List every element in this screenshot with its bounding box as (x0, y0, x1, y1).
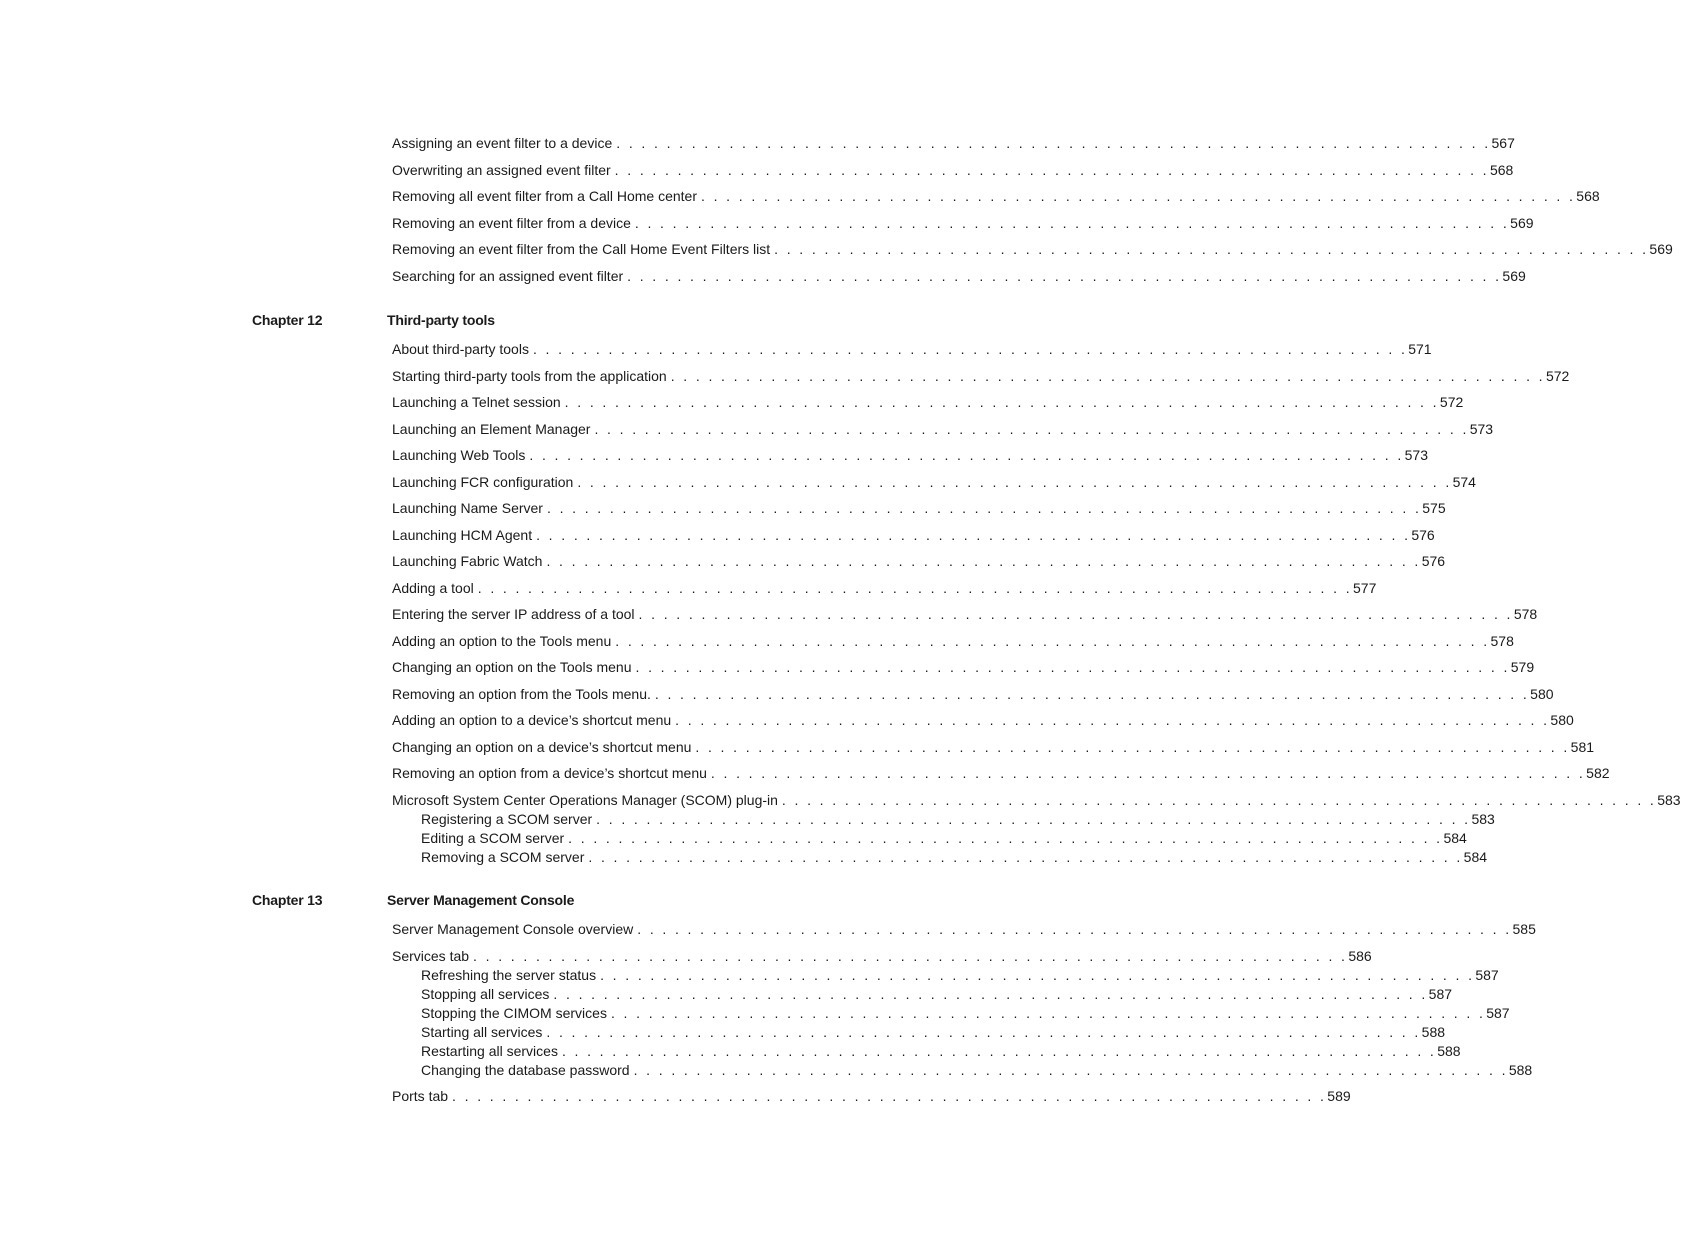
entry-title: Registering a SCOM server (421, 810, 593, 827)
page-number: 575 (1422, 500, 1446, 516)
entry-title: Changing an option on the Tools menu (392, 659, 632, 675)
entry-title: Removing an option from a device’s shortcut menu (392, 765, 707, 781)
dot-leader: . . . . . . . . . . . . . . . . . . . . . . . . . . . . . . . . . . . . . . . . . . . . . . . . . . . . . . . . . . . . . . . . . . . . . . (553, 985, 1428, 1002)
page-number: 576 (1421, 553, 1446, 569)
toc-entry[interactable] (392, 340, 1432, 359)
dot-leader: . . . . . . . . . . . . . . . . . . . . . . . . . . . . . . . . . . . . . . . . . . . . . . . . . . . . . . . . . . . . . . . . . . . . . . (781, 791, 1657, 808)
entry-title: Assigning an event filter to a device (392, 135, 613, 151)
toc-subentry[interactable] (421, 1023, 1446, 1042)
dot-leader: . . . . . . . . . . . . . . . . . . . . . . . . . . . . . . . . . . . . . . . . . . . . . . . . . . . . . . . . . . . . . . . . . . . . . . (529, 447, 1404, 463)
page-number: 579 (1510, 659, 1535, 675)
entry-title: Entering the server IP address of a tool (392, 606, 635, 622)
page-number: 568 (1576, 188, 1600, 204)
toc-entry[interactable] (392, 267, 1526, 286)
toc-entry[interactable] (392, 367, 1570, 386)
entry-title: Removing an option from the Tools menu. (392, 685, 651, 702)
dot-leader: . . . . . . . . . . . . . . . . . . . . . . . . . . . . . . . . . . . . . . . . . . . . . . . . . . . . . . . . . . . . . . . . . . . . . . (588, 848, 1463, 865)
entry-title: Stopping all services (421, 985, 550, 1002)
dot-leader: . . . . . . . . . . . . . . . . . . . . . . . . . . . . . . . . . . . . . . . . . . . . . . . . . . . . . . . . . . . . . . . . . . . . . . (577, 473, 1452, 490)
dot-leader: . . . . . . . . . . . . . . . . . . . . . . . . . . . . . . . . . . . . . . . . . . . . . . . . . . . . . . . . . . . . . . . . . . . . . . (627, 267, 1502, 284)
toc-entry[interactable] (392, 605, 1538, 624)
chapter-heading (0, 310, 954, 330)
toc-subentry[interactable] (421, 1004, 1510, 1023)
toc-entry[interactable] (392, 473, 1476, 492)
dot-leader: . . . . . . . . . . . . . . . . . . . . . . . . . . . . . . . . . . . . . . . . . . . . . . . . . . . . . . . . . . . . . . . . . . . . . . (633, 1061, 1508, 1078)
dot-leader: . . . . . . . . . . . . . . . . . . . . . . . . . . . . . . . . . . . . . . . . . . . . . . . . . . . . . . . . . . . . . . . . . . . . . . (654, 685, 1530, 702)
page-number: 576 (1411, 526, 1435, 543)
page-number: 572 (1439, 394, 1464, 410)
toc-entry[interactable] (392, 214, 1534, 233)
dot-leader: . . . . . . . . . . . . . . . . . . . . . . . . . . . . . . . . . . . . . . . . . . . . . . . . . . . . . . . . . . . . . . . . . . . . . . (568, 829, 1443, 846)
dot-leader: . . . . . . . . . . . . . . . . . . . . . . . . . . . . . . . . . . . . . . . . . . . . . . . . . . . . . . . . . . . . . . . . . . . . . . (610, 1004, 1486, 1021)
dot-leader: . . . . . . . . . . . . . . . . . . . . . . . . . . . . . . . . . . . . . . . . . . . . . . . . . . . . . . . . . . . . . . . . . . . . . . (477, 579, 1352, 596)
entry-title: Microsoft System Center Operations Manager (SCOM) plug-in (392, 791, 778, 808)
entry-title: Adding an option to a device’s shortcut menu (392, 712, 672, 728)
entry-title: Changing the database password (421, 1061, 630, 1078)
entry-title: Removing an event filter from a device (392, 214, 631, 231)
page-number: 580 (1550, 712, 1574, 728)
toc-entry[interactable] (392, 711, 1574, 730)
toc-entry[interactable] (392, 947, 1372, 966)
toc-subentry[interactable] (421, 985, 1453, 1004)
entry-title: Removing a SCOM server (421, 848, 585, 865)
dot-leader: . . . . . . . . . . . . . . . . . . . . . . . . . . . . . . . . . . . . . . . . . . . . . . . . . . . . . . . . . . . . . . . . . . . . . . (596, 810, 1471, 827)
page-number: 588 (1421, 1023, 1446, 1040)
page-number: 584 (1463, 848, 1488, 865)
dot-leader: . . . . . . . . . . . . . . . . . . . . . . . . . . . . . . . . . . . . . . . . . . . . . . . . . . . . . . . . . . . . . . . . . . . . . . (600, 966, 1475, 983)
entry-title: Stopping the CIMOM services (421, 1004, 607, 1021)
dot-leader: . . . . . . . . . . . . . . . . . . . . . . . . . . . . . . . . . . . . . . . . . . . . . . . . . . . . . . . . . . . . . . . . . . . . . . (710, 765, 1586, 781)
toc-entry[interactable] (392, 393, 1464, 412)
toc-entry[interactable] (392, 579, 1377, 598)
page-number: 569 (1510, 214, 1534, 231)
dot-leader: . . . . . . . . . . . . . . . . . . . . . . . . . . . . . . . . . . . . . . . . . . . . . . . . . . . . . . . . . . . . . . . . . . . . . . (546, 553, 1421, 569)
page-number: 578 (1513, 606, 1538, 622)
page-number: 578 (1490, 632, 1514, 649)
page-number: 587 (1475, 966, 1499, 983)
dot-leader: . . . . . . . . . . . . . . . . . . . . . . . . . . . . . . . . . . . . . . . . . . . . . . . . . . . . . . . . . . . . . . . . . . . . . . (616, 135, 1491, 151)
page-number: 589 (1327, 1088, 1351, 1104)
page-number: 583 (1657, 791, 1681, 808)
toc-entry[interactable] (392, 791, 1681, 810)
toc-subentry[interactable] (421, 966, 1499, 985)
dot-leader: . . . . . . . . . . . . . . . . . . . . . . . . . . . . . . . . . . . . . . . . . . . . . . . . . . . . . . . . . . . . . . . . . . . . . . (614, 161, 1489, 178)
page-number: 587 (1428, 985, 1453, 1002)
toc-subentry[interactable] (421, 848, 1488, 867)
page-number: 571 (1408, 341, 1432, 357)
entry-title: Restarting all services (421, 1042, 558, 1059)
dot-leader: . . . . . . . . . . . . . . . . . . . . . . . . . . . . . . . . . . . . . . . . . . . . . . . . . . . . . . . . . . . . . . . . . . . . . . (634, 214, 1510, 231)
dot-leader: . . . . . . . . . . . . . . . . . . . . . . . . . . . . . . . . . . . . . . . . . . . . . . . . . . . . . . . . . . . . . . . . . . . . . . (774, 241, 1649, 257)
dot-leader: . . . . . . . . . . . . . . . . . . . . . . . . . . . . . . . . . . . . . . . . . . . . . . . . . . . . . . . . . . . . . . . . . . . . . . (637, 921, 1512, 937)
toc-entry[interactable] (392, 134, 1515, 153)
page-number: 581 (1570, 738, 1595, 755)
dot-leader: . . . . . . . . . . . . . . . . . . . . . . . . . . . . . . . . . . . . . . . . . . . . . . . . . . . . . . . . . . . . . . . . . . . . . . (675, 712, 1550, 728)
chapter-heading (0, 890, 954, 910)
toc-entry[interactable] (392, 764, 1610, 783)
page-number: 586 (1348, 947, 1372, 964)
dot-leader: . . . . . . . . . . . . . . . . . . . . . . . . . . . . . . . . . . . . . . . . . . . . . . . . . . . . . . . . . . . . . . . . . . . . . . (594, 420, 1469, 437)
entry-title: Adding a tool (392, 579, 474, 596)
entry-title: Launching Web Tools (392, 447, 526, 463)
toc-entry[interactable] (392, 632, 1514, 651)
chapter-number: Chapter 13 (252, 892, 323, 908)
page-number: 574 (1452, 473, 1476, 490)
page-number: 569 (1649, 241, 1673, 257)
dot-leader: . . . . . . . . . . . . . . . . . . . . . . . . . . . . . . . . . . . . . . . . . . . . . . . . . . . . . . . . . . . . . . . . . . . . . . (670, 367, 1545, 384)
page-number: 580 (1530, 685, 1554, 702)
toc-entry[interactable] (392, 420, 1494, 439)
toc-subentry[interactable] (421, 829, 1467, 848)
page-number: 567 (1491, 135, 1515, 151)
dot-leader: . . . . . . . . . . . . . . . . . . . . . . . . . . . . . . . . . . . . . . . . . . . . . . . . . . . . . . . . . . . . . . . . . . . . . . (473, 947, 1348, 964)
toc-entry[interactable] (392, 1087, 1351, 1106)
entry-title: Removing an event filter from the Call Home Event Filters list (392, 241, 771, 257)
page-number: 569 (1502, 267, 1526, 284)
entry-title: Launching HCM Agent (392, 526, 533, 543)
entry-title: Launching an Element Manager (392, 420, 591, 437)
entry-title: Editing a SCOM server (421, 829, 565, 846)
page-number: 573 (1404, 447, 1428, 463)
dot-leader: . . . . . . . . . . . . . . . . . . . . . . . . . . . . . . . . . . . . . . . . . . . . . . . . . . . . . . . . . . . . . . . . . . . . . . (564, 394, 1439, 410)
toc-entry[interactable] (392, 161, 1514, 180)
entry-title: Services tab (392, 947, 470, 964)
page-number: 568 (1489, 161, 1514, 178)
toc-entry[interactable] (392, 187, 1600, 206)
dot-leader: . . . . . . . . . . . . . . . . . . . . . . . . . . . . . . . . . . . . . . . . . . . . . . . . . . . . . . . . . . . . . . . . . . . . . . (546, 1023, 1421, 1040)
entry-title: Ports tab (392, 1088, 449, 1104)
dot-leader: . . . . . . . . . . . . . . . . . . . . . . . . . . . . . . . . . . . . . . . . . . . . . . . . . . . . . . . . . . . . . . . . . . . . . . (638, 606, 1513, 622)
entry-title: Launching Fabric Watch (392, 553, 543, 569)
dot-leader: . . . . . . . . . . . . . . . . . . . . . . . . . . . . . . . . . . . . . . . . . . . . . . . . . . . . . . . . . . . . . . . . . . . . . . (701, 188, 1576, 204)
dot-leader: . . . . . . . . . . . . . . . . . . . . . . . . . . . . . . . . . . . . . . . . . . . . . . . . . . . . . . . . . . . . . . . . . . . . . . (532, 341, 1408, 357)
page-number: 585 (1512, 921, 1536, 937)
toc-subentry[interactable] (421, 810, 1495, 829)
entry-title: Launching Name Server (392, 500, 543, 516)
chapter-title: Server Management Console (387, 892, 575, 908)
page-number: 588 (1508, 1061, 1533, 1078)
dot-leader: . . . . . . . . . . . . . . . . . . . . . . . . . . . . . . . . . . . . . . . . . . . . . . . . . . . . . . . . . . . . . . . . . . . . . . (452, 1088, 1327, 1104)
page-number: 572 (1545, 367, 1570, 384)
page-number: 584 (1443, 829, 1467, 846)
entry-title: Searching for an assigned event filter (392, 267, 624, 284)
entry-title: About third-party tools (392, 341, 529, 357)
toc-entry[interactable] (392, 446, 1428, 465)
dot-leader: . . . . . . . . . . . . . . . . . . . . . . . . . . . . . . . . . . . . . . . . . . . . . . . . . . . . . . . . . . . . . . . . . . . . . . (536, 526, 1411, 543)
chapter-number: Chapter 12 (252, 312, 323, 328)
toc-subentry[interactable] (421, 1061, 1533, 1080)
dot-leader: . . . . . . . . . . . . . . . . . . . . . . . . . . . . . . . . . . . . . . . . . . . . . . . . . . . . . . . . . . . . . . . . . . . . . . (635, 659, 1510, 675)
entry-title: Launching a Telnet session (392, 394, 561, 410)
dot-leader: . . . . . . . . . . . . . . . . . . . . . . . . . . . . . . . . . . . . . . . . . . . . . . . . . . . . . . . . . . . . . . . . . . . . . . (561, 1042, 1437, 1059)
toc-entry[interactable] (392, 526, 1435, 545)
entry-title: Adding an option to the Tools menu (392, 632, 612, 649)
page-number: 583 (1471, 810, 1495, 827)
entry-title: Removing all event filter from a Call Home center (392, 188, 698, 204)
entry-title: Refreshing the server status (421, 966, 597, 983)
page-number: 577 (1353, 579, 1377, 596)
toc-subentry[interactable] (421, 1042, 1461, 1061)
page-number: 573 (1469, 420, 1494, 437)
entry-title: Starting third-party tools from the application (392, 367, 667, 384)
page-number: 587 (1486, 1004, 1510, 1021)
toc-entry[interactable] (392, 920, 1536, 939)
toc-entry[interactable] (392, 738, 1595, 757)
entry-title: Launching FCR configuration (392, 473, 574, 490)
toc-entry[interactable] (392, 552, 1446, 571)
dot-leader: . . . . . . . . . . . . . . . . . . . . . . . . . . . . . . . . . . . . . . . . . . . . . . . . . . . . . . . . . . . . . . . . . . . . . . (546, 500, 1422, 516)
entry-title: Changing an option on a device’s shortcut menu (392, 738, 692, 755)
toc-entry[interactable] (392, 499, 1446, 518)
page-number: 588 (1437, 1042, 1461, 1059)
entry-title: Overwriting an assigned event filter (392, 161, 611, 178)
entry-title: Starting all services (421, 1023, 543, 1040)
toc-entry[interactable] (392, 240, 1673, 259)
chapter-title: Third-party tools (387, 312, 495, 328)
toc-entry[interactable] (392, 685, 1554, 704)
dot-leader: . . . . . . . . . . . . . . . . . . . . . . . . . . . . . . . . . . . . . . . . . . . . . . . . . . . . . . . . . . . . . . . . . . . . . . (695, 738, 1570, 755)
page-number: 582 (1586, 765, 1610, 781)
toc-entry[interactable] (392, 658, 1535, 677)
dot-leader: . . . . . . . . . . . . . . . . . . . . . . . . . . . . . . . . . . . . . . . . . . . . . . . . . . . . . . . . . . . . . . . . . . . . . . (615, 632, 1490, 649)
entry-title: Server Management Console overview (392, 921, 634, 937)
